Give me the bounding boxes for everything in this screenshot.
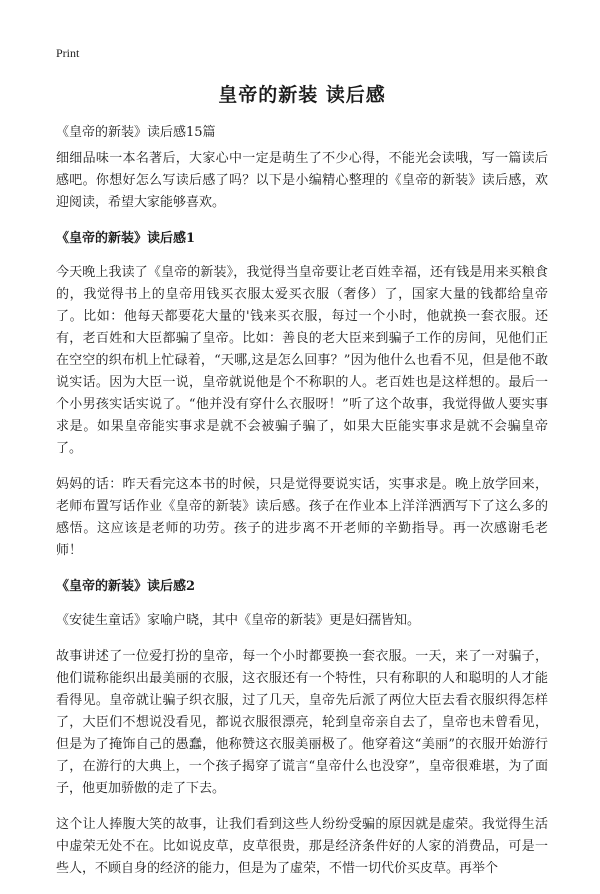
section-heading-1: 《皇帝的新装》读后感1: [56, 231, 196, 246]
page-title: 皇帝的新装 读后感: [218, 84, 386, 106]
section-1-paragraph-2: 妈妈的话：昨天看完这本书的时候，只是觉得要说实话，实事求是。晚上放学回来，老师布置写话作业《皇帝的新装》读后感。孩子在作业本上洋洋洒洒写下了这么多的感悟。这应该是老师的功劳。孩子的进步离不开老师的辛勤指导。再一次感谢毛老师！: [56, 477, 548, 558]
section-2-paragraph-1: 《安徒生童话》家喻户晓，其中《皇帝的新装》更是妇孺皆知。: [56, 613, 421, 628]
section-2-paragraph-2: 故事讲述了一位爱打扮的皇帝，每一个小时都要换一套衣服。一天，来了一对骗子，他们谎称能织出最美丽的衣服，这衣服还有一个特性，只有称职的人和聪明的人才能看得见。皇帝就让骗子织衣服，过了几天，皇帝先后派了两位大臣去看衣服织得怎样了，大臣们不想说没看见，都说衣服很漂亮，轮到皇帝亲自去了，皇帝也未曾看见，但是为了掩饰自己的愚蠢，他称赞这衣服美丽极了。他穿着这“美丽”的衣服开始游行了，在游行的大典上，一个孩子揭穿了谎言“皇帝什么也没穿”，皇帝很难堪，为了面子，他更加骄傲的走了下去。: [56, 649, 548, 796]
print-link[interactable]: Print: [56, 46, 80, 60]
section-heading-2: 《皇帝的新装》读后感2: [56, 579, 196, 594]
intro-paragraph: 细细品味一本名著后，大家心中一定是萌生了不少心得，不能光会读哦，写一篇读后感吧。你想好怎么写读后感了吗？以下是小编精心整理的《皇帝的新装》读后感，欢迎阅读，希望大家能够喜欢。: [56, 151, 548, 210]
section-1-paragraph-1: 今天晚上我读了《皇帝的新装》，我觉得当皇帝要让老百姓幸福，还有钱是用来买粮食的，我觉得书上的皇帝用钱买衣服太爱买衣服（奢侈）了，国家大量的钱都给皇帝了。比如：他每天都要花大量的'钱来买衣服，每过一个小时，他就换一套衣服。还有，老百姓和大臣都骗了皇帝。比如：善良的老大臣来到骗子工作的房间，见他们正在空空的织布机上忙碌着，“天哪,这是怎么回事？”因为他什么也看不见，但是他不敢说实话。因为大臣一说，皇帝就说他是个不称职的人。老百姓也是这样想的。最后一个小男孩实话实说了。“他并没有穿什么衣服呀！”听了这个故事，我觉得做人要实事求是。如果皇帝能实事求是就不会被骗子骗了，如果大臣能实事求是就不会骗皇帝了。: [56, 265, 548, 456]
page-subtitle: 《皇帝的新装》读后感15篇: [56, 125, 216, 140]
article-body: [56, 148, 548, 894]
document-page: [56, 0, 548, 876]
section-2-paragraph-3: 这个让人捧腹大笑的故事，让我们看到这些人纷纷受骗的原因就是虚荣。我觉得生活中虚荣无处不在。比如说皮草，皮草很贵，那是经济条件好的人家的消费品，可是一些人，不顾自身的经济的能力，但是为了虚荣，不惜一切代价买皮草。再举个: [56, 817, 548, 876]
